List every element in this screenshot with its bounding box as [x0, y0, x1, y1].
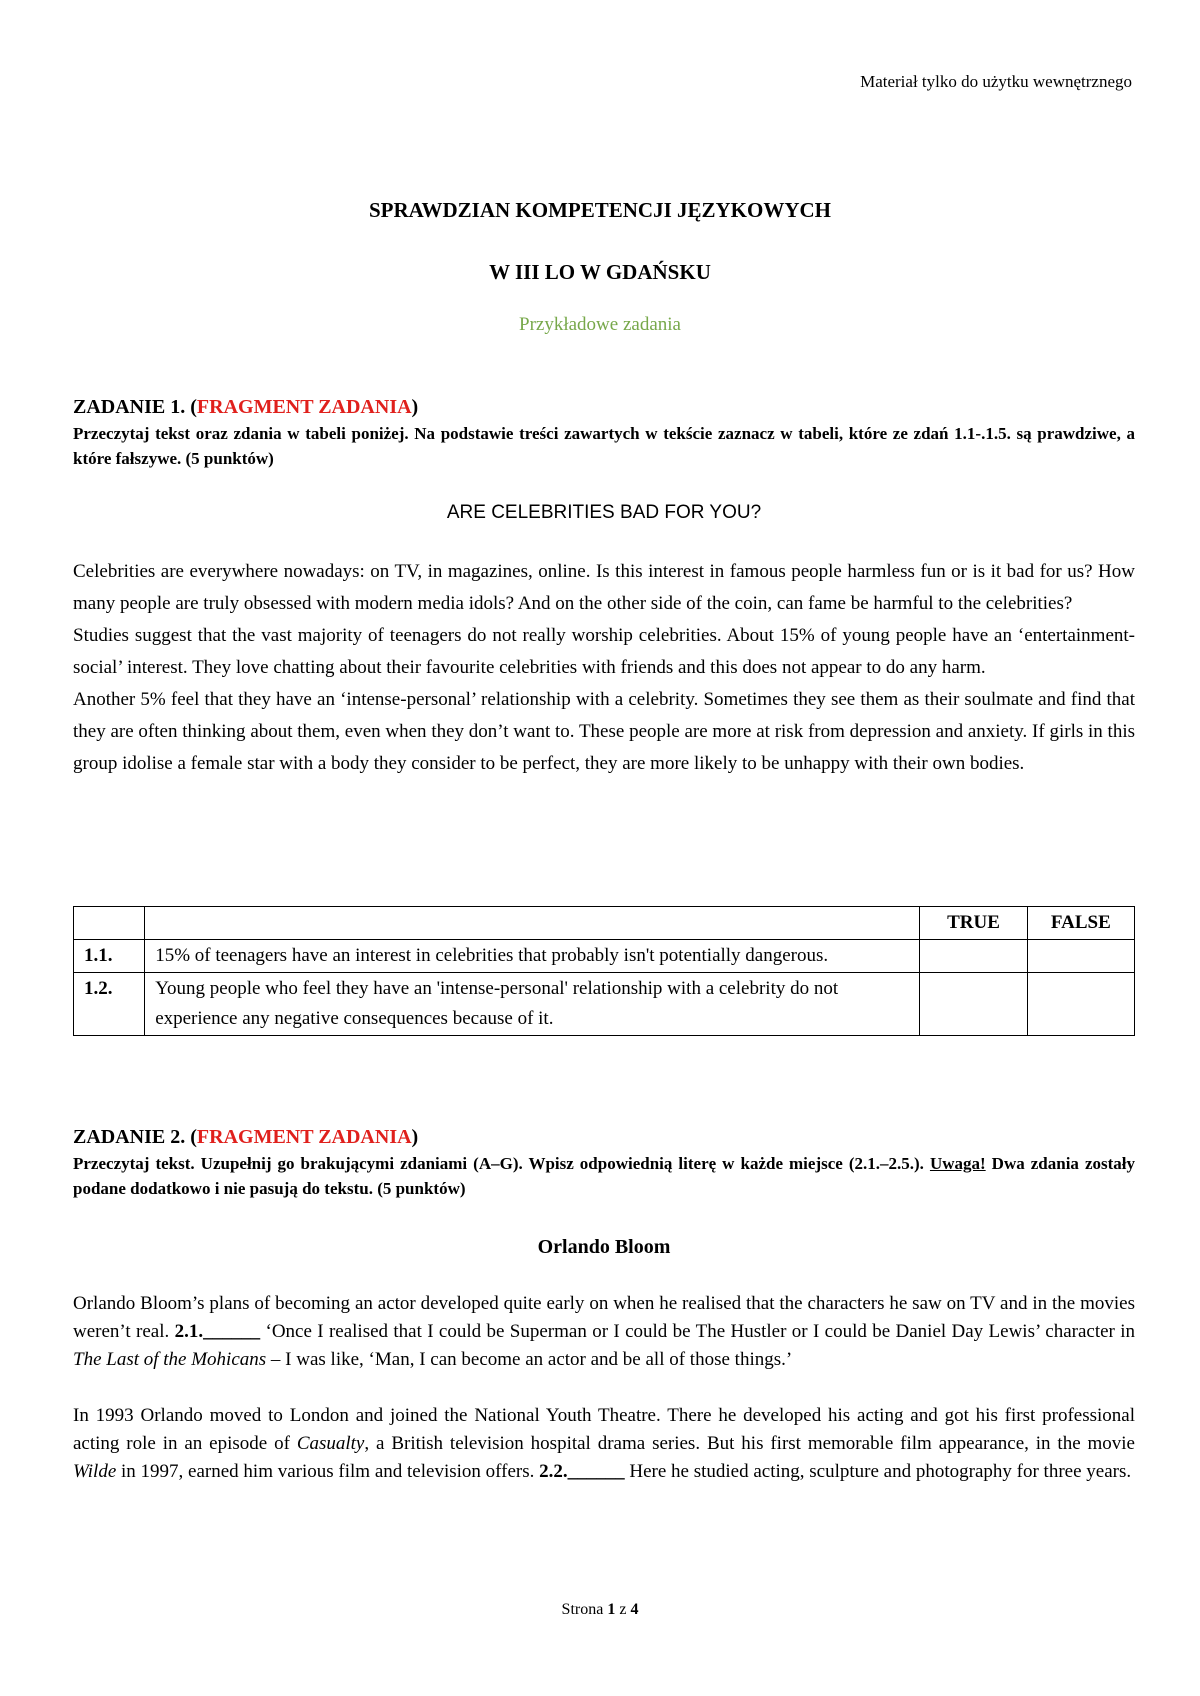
footer-page-total: 4 — [630, 1601, 639, 1618]
text-run: Orlando Bloom’s plans of becoming an actor developed quite early on when he realised that the characters he saw on TV and in the movies weren’t real. — [73, 1293, 1135, 1342]
task1-heading-prefix: ZADANIE 1. ( — [73, 396, 197, 418]
footer-text: z — [615, 1601, 631, 1618]
statement-number: 1.1. — [74, 940, 145, 973]
movie-title: Wilde — [73, 1461, 117, 1482]
table-row — [74, 973, 1135, 1036]
movie-title: The Last of the Mohicans — [73, 1349, 267, 1370]
task1-article-title: ARE CELEBRITIES BAD FOR YOU? — [446, 502, 762, 523]
header-note: Materiał tylko do użytku wewnętrznego — [860, 72, 1132, 91]
task1-heading-fragment: FRAGMENT ZADANIA — [196, 396, 412, 418]
column-header-false: FALSE — [1027, 907, 1134, 940]
text-run: Here he studied acting, sculpture and photography for three years. — [624, 1461, 1132, 1482]
task1-instruction: Przeczytaj tekst oraz zdania w tabeli poniżej. Na podstawie treści zawartych w tekście zaznacz w tabeli, które ze zdań 1.1-.1.5. są prawdziwe, a które fałszywe. (5 punktów) — [73, 424, 1135, 468]
task2-article-title: Orlando Bloom — [537, 1236, 671, 1258]
task2-paragraph — [73, 1290, 1135, 1374]
table-header-empty — [74, 907, 145, 940]
task1-section — [73, 396, 1135, 471]
statement-text: 15% of teenagers have an interest in celebrities that probably isn't potentially dangerous. — [145, 940, 920, 973]
true-false-table — [73, 906, 1135, 1036]
task2-section — [73, 1126, 1135, 1201]
text-run: , a British television hospital drama series. But his first memorable film appearance, in the movie — [364, 1433, 1135, 1454]
false-answer-cell[interactable] — [1027, 940, 1134, 973]
column-header-true: TRUE — [920, 907, 1027, 940]
page-subtitle-school: W III LO W GDAŃSKU — [489, 260, 711, 284]
text-run: – I was like, ‘Man, I can become an actor and be all of those things.’ — [266, 1349, 793, 1370]
task2-heading-fragment: FRAGMENT ZADANIA — [196, 1126, 412, 1148]
task2-article — [73, 1290, 1135, 1486]
text-run: ‘Once I realised that I could be Superman or I could be The Hustler or I could be Daniel Day Lewis’ character in — [260, 1321, 1135, 1342]
text-run: in 1997, earned him various film and television offers. — [116, 1461, 540, 1482]
task2-instruction-warning: Uwaga! — [929, 1154, 986, 1173]
task2-heading-suffix: ) — [411, 1126, 419, 1148]
statement-text: Young people who feel they have an 'intense-personal' relationship with a celebrity do not experience any negative consequences because of it. — [145, 973, 920, 1036]
gap-2-2[interactable]: 2.2.______ — [539, 1461, 625, 1482]
page-footer — [0, 1601, 1200, 1619]
page-subtitle-examples: Przykładowe zadania — [519, 314, 681, 335]
task2-instruction — [73, 1151, 1135, 1201]
task2-heading-prefix: ZADANIE 2. ( — [73, 1126, 197, 1148]
true-answer-cell[interactable] — [920, 973, 1027, 1036]
text-run: In 1993 Orlando moved to London and joined the National Youth Theatre. There he developed his acting and got his first professional acting role in an episode of — [73, 1405, 1135, 1454]
task2-paragraph — [73, 1402, 1135, 1486]
task1-paragraph: Another 5% feel that they have an ‘intense-personal’ relationship with a celebrity. Sometimes they see them as their soulmate and find that they are often thinking about them, even when they don’t want to. These people are more at risk from depression and anxiety. If girls in this group idolise a female star with a body they consider to be perfect, they are more likely to be unhappy with their own bodies. — [73, 689, 1135, 774]
task2-instruction-text: Przeczytaj tekst. Uzupełnij go brakującymi zdaniami (A–G). Wpisz odpowiednią literę w każde miejsce (2.1.–2.5.). — [73, 1154, 930, 1173]
true-answer-cell[interactable] — [920, 940, 1027, 973]
page-title: SPRAWDZIAN KOMPETENCJI JĘZYKOWYCH — [368, 198, 832, 222]
task1-heading-suffix: ) — [411, 396, 419, 418]
task2-instruction-text: Dwa zdania zostały podane dodatkowo i nie pasują do tekstu. (5 punktów) — [73, 1154, 1136, 1198]
task2-heading — [73, 1126, 1135, 1149]
statement-number: 1.2. — [74, 973, 145, 1036]
false-answer-cell[interactable] — [1027, 973, 1134, 1036]
table-header-empty — [145, 907, 920, 940]
table-header-row — [74, 907, 1135, 940]
footer-text: Strona — [561, 1601, 608, 1618]
task1-paragraph: Celebrities are everywhere nowadays: on TV, in magazines, online. Is this interest in famous people harmless fun or is it bad for us? How many people are truly obsessed with modern media idols? And on the other side of the coin, can fame be harmful to the celebrities? — [73, 561, 1135, 614]
footer-page-number: 1 — [607, 1601, 616, 1618]
task1-table-wrapper — [73, 906, 1135, 1036]
gap-2-1[interactable]: 2.1.______ — [174, 1321, 261, 1342]
series-title: Casualty — [296, 1433, 365, 1454]
task1-paragraph: Studies suggest that the vast majority of teenagers do not really worship celebrities. About 15% of young people have an ‘entertainment-social’ interest. They love chatting about their favourite celebrities with friends and this does not appear to do any harm. — [73, 625, 1135, 678]
table-row — [74, 940, 1135, 973]
task1-article — [73, 556, 1135, 780]
task1-heading — [73, 396, 1135, 419]
